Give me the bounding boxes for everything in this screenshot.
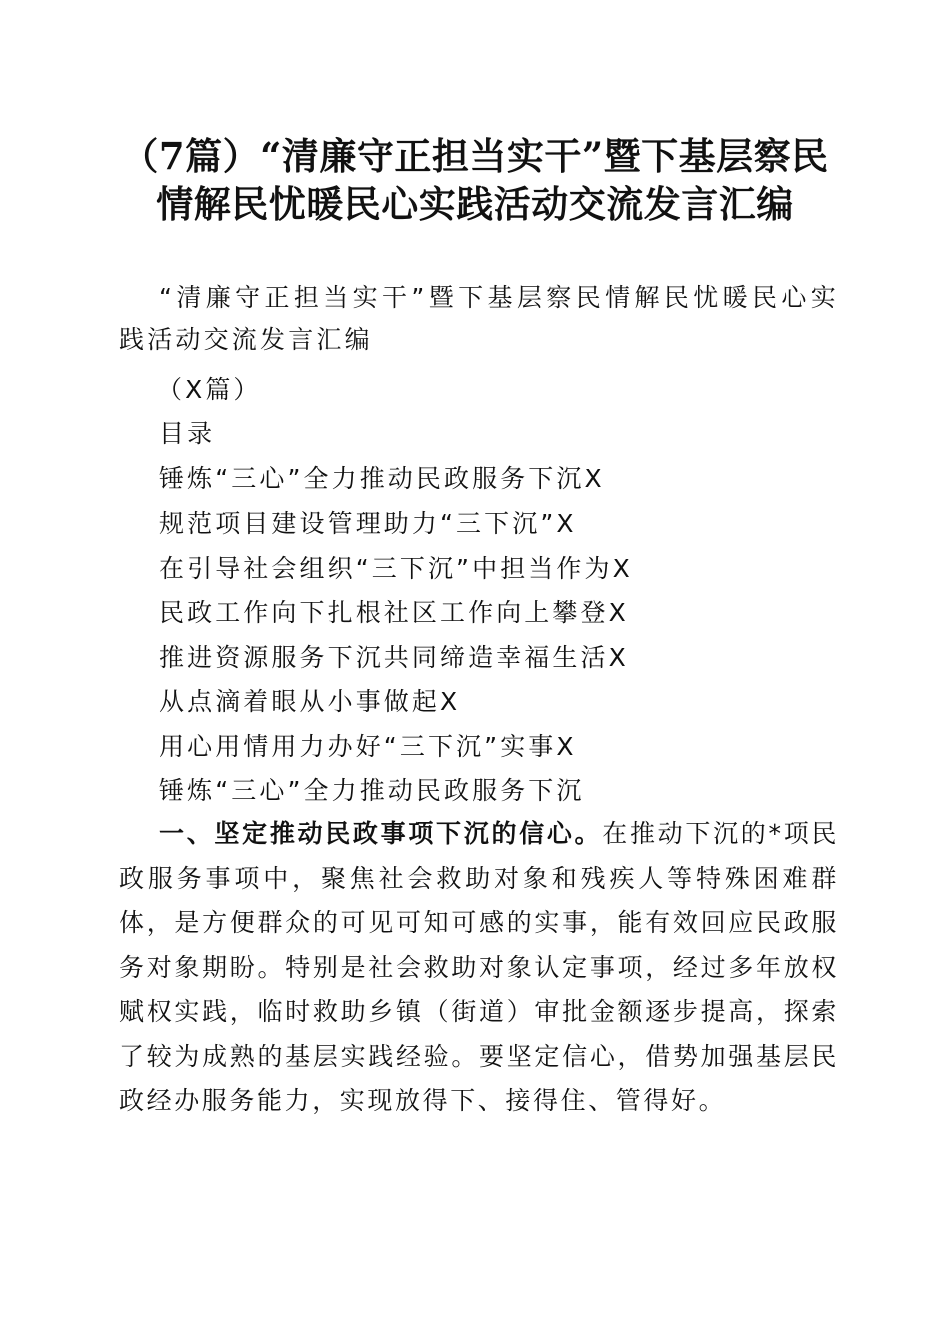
title-line-1: （7篇）“清廉守正担当实干”暨下基层察民: [121, 134, 829, 178]
toc-label: 目录: [159, 419, 216, 448]
section-1-heading: 一、坚定推动民政事项下沉的信心。: [159, 819, 603, 848]
document-title: [80, 132, 870, 228]
section-1-paragraph: [119, 812, 839, 1124]
toc-item: 民政工作向下扎根社区工作向上攀登X: [159, 598, 629, 627]
intro-paragraph: “清廉守正担当实干”暨下基层察民情解民忧暖民心实践活动交流发言汇编: [119, 283, 839, 354]
toc-item: 推进资源服务下沉共同缔造幸福生活X: [159, 643, 629, 672]
toc-item: 在引导社会组织“三下沉”中担当作为X: [159, 554, 633, 583]
toc-item: 锤炼“三心”全力推动民政服务下沉X: [159, 464, 605, 493]
toc-item: 用心用情用力办好“三下沉”实事X: [159, 732, 577, 761]
count-note: （X篇）: [157, 375, 262, 404]
section-1-text: 在推动下沉的*项民政服务事项中，聚焦社会救助对象和残疾人等特殊困难群体，是方便群众的可见可知可感的实事，能有效回应民政服务对象期盼。特别是社会救助对象认定事项，经过多年放权赋权实践，临时救助乡镇（街道）审批金额逐步提高，探索了较为成熟的基层实践经验。要坚定信心，借势加强基层民政经办服务能力，实现放得下、接得住、管得好。: [119, 819, 839, 1115]
toc-item: 从点滴着眼从小事做起X: [159, 687, 461, 716]
title-line-2: 情解民忧暖民心实践活动交流发言汇编: [156, 182, 794, 226]
toc-item: 规范项目建设管理助力“三下沉”X: [159, 509, 577, 538]
article-title: 锤炼“三心”全力推动民政服务下沉: [159, 776, 585, 805]
